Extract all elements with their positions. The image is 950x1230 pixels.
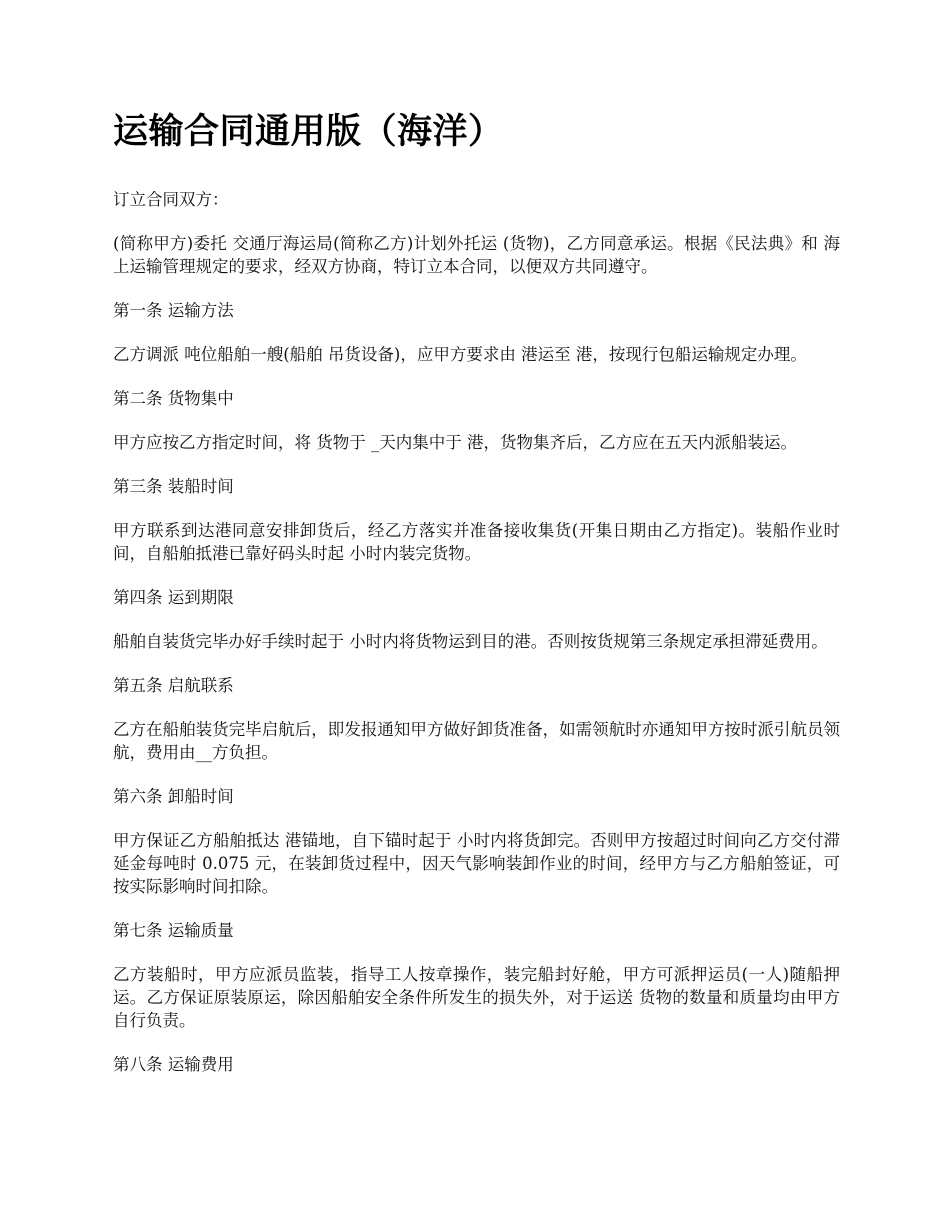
- intro-label: 订立合同双方：: [113, 190, 229, 209]
- article-4-heading: 第四条 运到期限: [113, 588, 234, 607]
- article-1-heading: 第一条 运输方法: [113, 301, 234, 320]
- article-6-heading: 第六条 卸船时间: [113, 787, 234, 806]
- article-2-heading: 第二条 货物集中: [113, 389, 234, 408]
- intro-text: (简称甲方)委托 交通厅海运局(简称乙方)计划外托运 (货物)，乙方同意承运。根据《民法典》和 海上运输管理规定的要求，经双方协商，特订立本合同，以便双方共同遵守。: [113, 234, 840, 276]
- article-7-heading: 第七条 运输质量: [113, 921, 234, 940]
- article-5-text: 乙方在船舶装货完毕启航后，即发报通知甲方做好卸货准备，如需领航时亦通知甲方按时派引航员领航，费用由__方负担。: [113, 720, 840, 762]
- article-6-text: 甲方保证乙方船舶抵达 港锚地，自下锚时起于 小时内将货卸完。否则甲方按超过时间向乙方交付滞延金每吨时 0.075 元，在装卸货过程中，因天气影响装卸作业的时间，经甲方与乙方船舶签证，可按实际影响时间扣除。: [113, 831, 840, 896]
- article-8-heading: 第八条 运输费用: [113, 1055, 234, 1074]
- article-5-heading: 第五条 启航联系: [113, 676, 234, 695]
- article-7-text: 乙方装船时，甲方应派员监装，指导工人按章操作，装完船封好舱，甲方可派押运员(一人)随船押运。乙方保证原装原运，除因船舶安全条件所发生的损失外，对于运送 货物的数量和质量均由甲方自行负责。: [113, 965, 840, 1030]
- article-2-text: 甲方应按乙方指定时间，将 货物于 _天内集中于 港，货物集齐后，乙方应在五天内派船装运。: [113, 433, 797, 452]
- document-page: [113, 108, 840, 1097]
- document-title: 运输合同通用版（海洋）: [113, 112, 504, 152]
- article-3-text: 甲方联系到达港同意安排卸货后，经乙方落实并准备接收集货(开集日期由乙方指定)。装船作业时间，自船舶抵港已靠好码头时起 小时内装完货物。: [113, 521, 840, 563]
- article-4-text: 船舶自装货完毕办好手续时起于 小时内将货物运到目的港。否则按货规第三条规定承担滞延费用。: [113, 632, 828, 651]
- article-3-heading: 第三条 装船时间: [113, 477, 234, 496]
- article-1-text: 乙方调派 吨位船舶一艘(船舶 吊货设备)，应甲方要求由 港运至 港，按现行包船运输规定办理。: [113, 345, 807, 364]
